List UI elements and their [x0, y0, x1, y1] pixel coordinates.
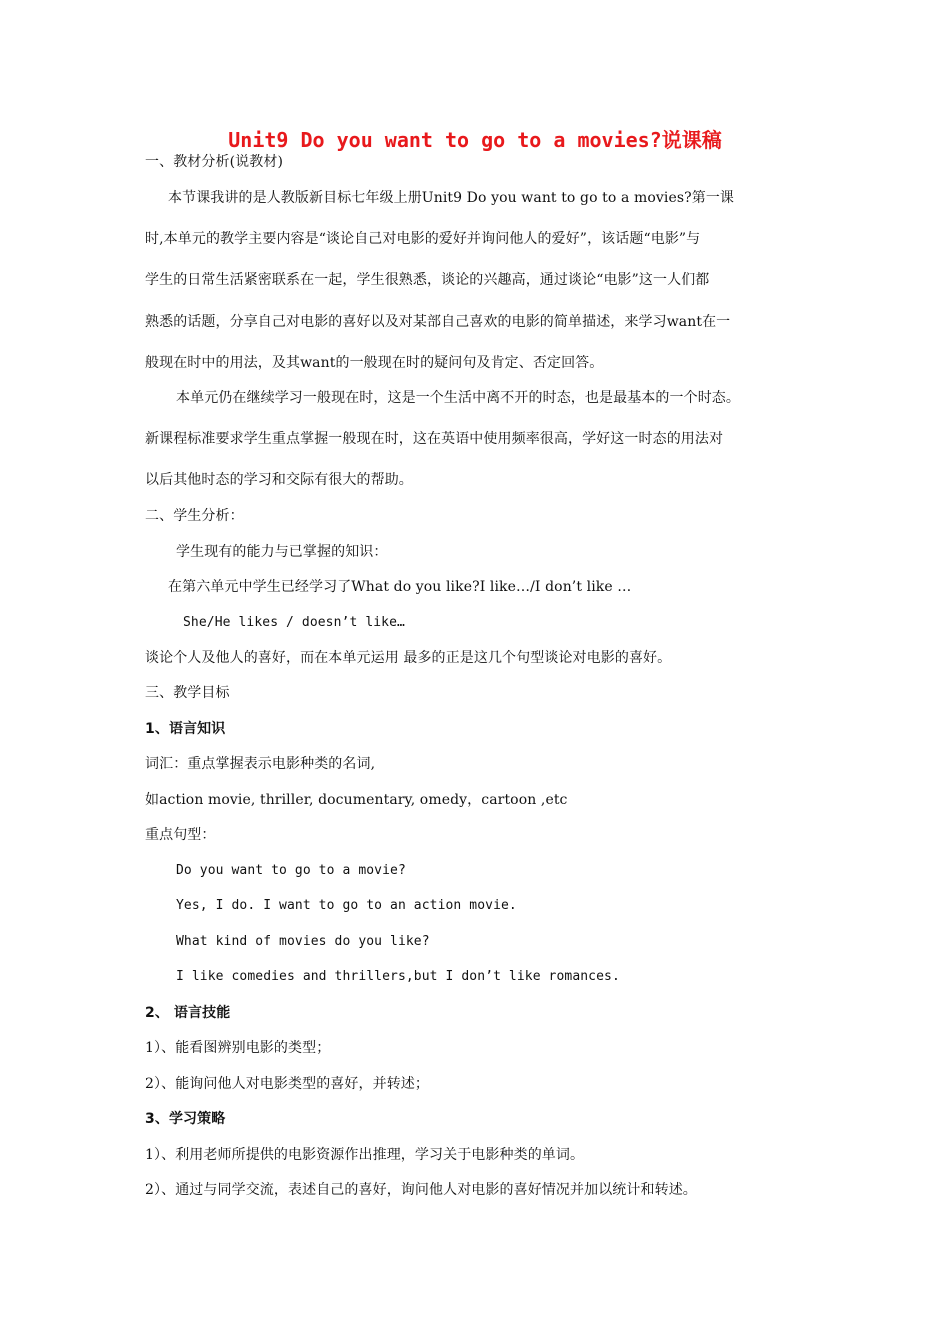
paragraph-line: 在第六单元中学生已经学习了What do you like?I like…/I don’t like …: [168, 579, 632, 595]
document-title: Unit9 Do you want to go to a movies?说课稿: [228, 128, 722, 152]
paragraph-line: 新课程标准要求学生重点掌握一般现在时，这在英语中使用频率很高，学好这一时态的用法对: [145, 431, 724, 447]
paragraph-line: 学生现有的能力与已掌握的知识：: [176, 544, 388, 560]
paragraph-line: 时,本单元的教学主要内容是“谈论自己对电影的爱好并询问他人的爱好”，该话题“电影”与: [145, 231, 701, 247]
list-item: 1）、利用老师所提供的电影资源作出推理，学习关于电影种类的单词。: [145, 1147, 585, 1163]
paragraph-line: 熟悉的话题，分享自己对电影的喜好以及对某部自己喜欢的电影的简单描述，来学习want在一: [145, 314, 731, 330]
subsection-heading-language-knowledge: 1、语言知识: [145, 721, 226, 737]
section-heading-1: 一、教材分析(说教材): [145, 154, 284, 170]
sentence-pattern: I like comedies and thrillers,but I don’t like romances.: [176, 969, 620, 984]
paragraph-line: 学生的日常生活紧密联系在一起，学生很熟悉，谈论的兴趣高，通过谈论“电影”这一人们都: [145, 272, 710, 288]
section-heading-2: 二、学生分析：: [145, 508, 244, 524]
section-heading-3: 三、教学目标: [145, 685, 230, 701]
subsection-heading-learning-strategies: 3、学习策略: [145, 1111, 226, 1127]
sentence-pattern: Do you want to go to a movie?: [176, 863, 406, 878]
list-item: 1）、能看图辨别电影的类型；: [145, 1040, 331, 1056]
paragraph-line: 重点句型：: [145, 827, 216, 843]
sentence-pattern: What kind of movies do you like?: [176, 934, 430, 949]
paragraph-line: 般现在时中的用法，及其want的一般现在时的疑问句及肯定、否定回答。: [145, 355, 604, 371]
paragraph-line: 本单元仍在继续学习一般现在时，这是一个生活中离不开的时态，也是最基本的一个时态。: [176, 390, 740, 406]
subsection-heading-language-skills: 2、 语言技能: [145, 1005, 231, 1021]
sentence-pattern: She/He likes / doesn’t like…: [183, 615, 405, 630]
paragraph-line: 以后其他时态的学习和交际有很大的帮助。: [145, 472, 413, 488]
sentence-pattern: Yes, I do. I want to go to an action movie.: [176, 898, 517, 913]
paragraph-line: 词汇：重点掌握表示电影种类的名词,: [145, 756, 376, 772]
vocab-example: 如action movie, thriller, documentary, omedy，cartoon ,etc: [145, 792, 568, 808]
paragraph-line: 谈论个人及他人的喜好，而在本单元运用 最多的正是这几个句型谈论对电影的喜好。: [145, 650, 672, 666]
list-item: 2）、能询问他人对电影类型的喜好，并转述；: [145, 1076, 430, 1092]
paragraph-line: 本节课我讲的是人教版新目标七年级上册Unit9 Do you want to go to a movies?第一课: [168, 190, 735, 206]
list-item: 2）、通过与同学交流，表述自己的喜好，询问他人对电影的喜好情况并加以统计和转述。: [145, 1182, 697, 1198]
